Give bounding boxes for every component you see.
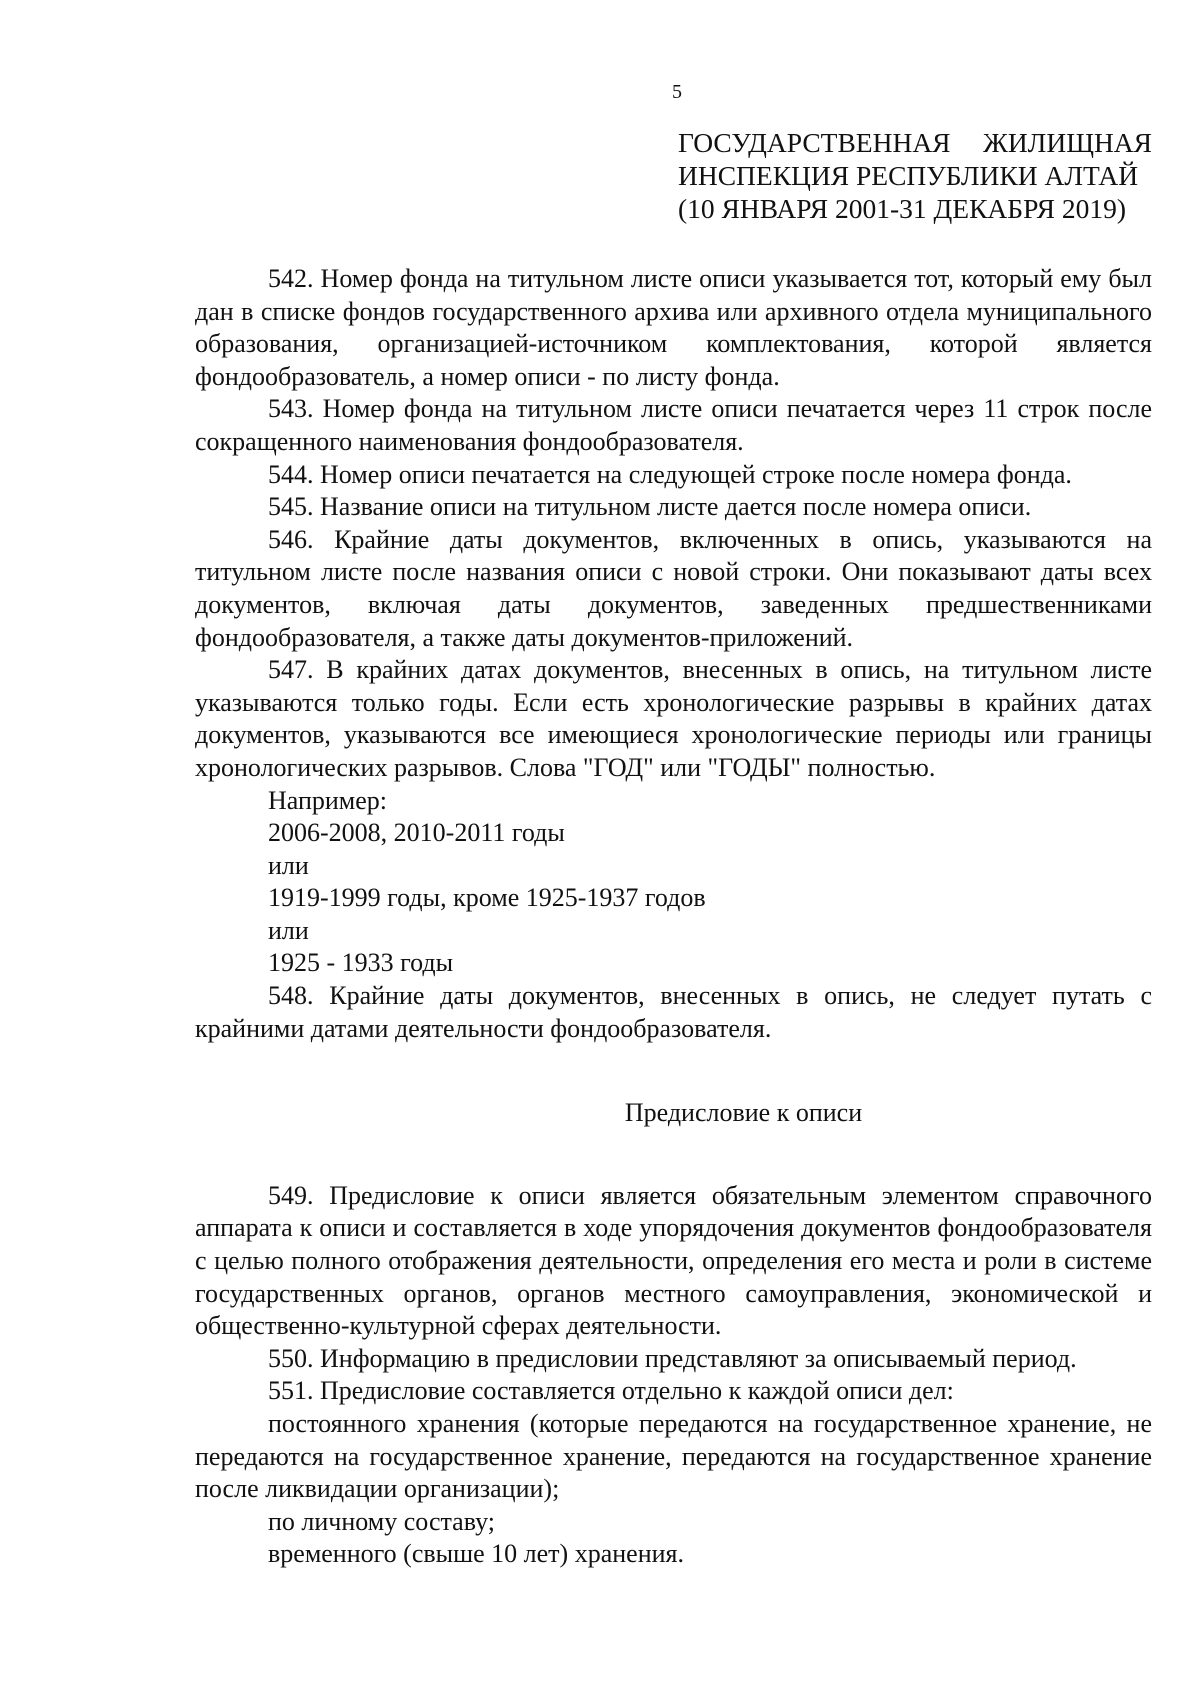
document-body <box>195 263 1152 1571</box>
paragraph-543: 543. Номер фонда на титульном листе описи печатается через 11 строк после сокращенного наименования фондообразователя. <box>195 394 1152 456</box>
paragraph-548: 548. Крайние даты документов, внесенных в опись, не следует путать с крайними датами деятельности фондообразователя. <box>195 981 1152 1043</box>
paragraph-547: 547. В крайних датах документов, внесенных в опись, на титульном листе указываются только годы. Если есть хронологические разрывы в крайних датах документов, указываются все имеющиеся хронологические периоды или границы хронологических разрывов. Слова "ГОД" или "ГОДЫ" полностью. <box>195 655 1152 782</box>
spacer <box>195 1130 1152 1180</box>
list-item-temporary: временного (свыше 10 лет) хранения. <box>268 1539 684 1569</box>
example-label: Например: <box>268 785 388 815</box>
header-line-2: ИНСПЕКЦИЯ РЕСПУБЛИКИ АЛТАЙ <box>678 160 1139 191</box>
paragraph-550: 550. Информацию в предисловии представляют за описываемый период. <box>268 1343 1077 1373</box>
paragraph-542: 542. Номер фонда на титульном листе описи указывается тот, который ему был дан в списке фондов государственного архива или архивного отдела муниципального образования, организацией-источником комплектования, которой является фондообразователь, а номер описи - по листу фонда. <box>195 264 1152 391</box>
example-3: 1925 - 1933 годы <box>268 948 454 978</box>
list-item-permanent: постоянного хранения (которые передаются на государственное хранение, не передаются на государственное хранение, передаются на государственное хранение после ликвидации организации); <box>195 1409 1152 1504</box>
paragraph-544: 544. Номер описи печатается на следующей строке после номера фонда. <box>268 459 1072 489</box>
paragraph-546: 546. Крайние даты документов, включенных в опись, указываются на титульном листе после названия описи с новой строки. Они показывают даты всех документов, включая даты документов, заведенных предшественниками фондообразователя, а также даты документов-приложений. <box>195 524 1152 652</box>
document-header <box>678 126 1152 225</box>
page-number: 5 <box>672 81 682 103</box>
example-1: 2006-2008, 2010-2011 годы <box>268 818 565 848</box>
header-line-3: (10 ЯНВАРЯ 2001-31 ДЕКАБРЯ 2019) <box>678 193 1127 224</box>
paragraph-549: 549. Предисловие к описи является обязательным элементом справочного аппарата к описи и составляется в ходе упорядочения документов фондообразователя с целью полного отображения деятельности, определения его места и роли в системе государственных органов, органов местного самоуправления, экономической и общественно-культурной сферах деятельности. <box>195 1180 1152 1341</box>
list-item-personnel: по личному составу; <box>268 1506 495 1536</box>
example-or-1: или <box>268 850 309 880</box>
spacer <box>195 1045 1152 1097</box>
example-or-2: или <box>268 915 309 945</box>
paragraph-551: 551. Предисловие составляется отдельно к каждой описи дел: <box>268 1376 954 1406</box>
example-2: 1919-1999 годы, кроме 1925-1937 годов <box>268 883 706 913</box>
paragraph-545: 545. Название описи на титульном листе дается после номера описи. <box>268 492 1032 522</box>
header-line-1: ГОСУДАРСТВЕННАЯ ЖИЛИЩНАЯ <box>678 127 1152 158</box>
section-title: Предисловие к описи <box>624 1098 863 1128</box>
